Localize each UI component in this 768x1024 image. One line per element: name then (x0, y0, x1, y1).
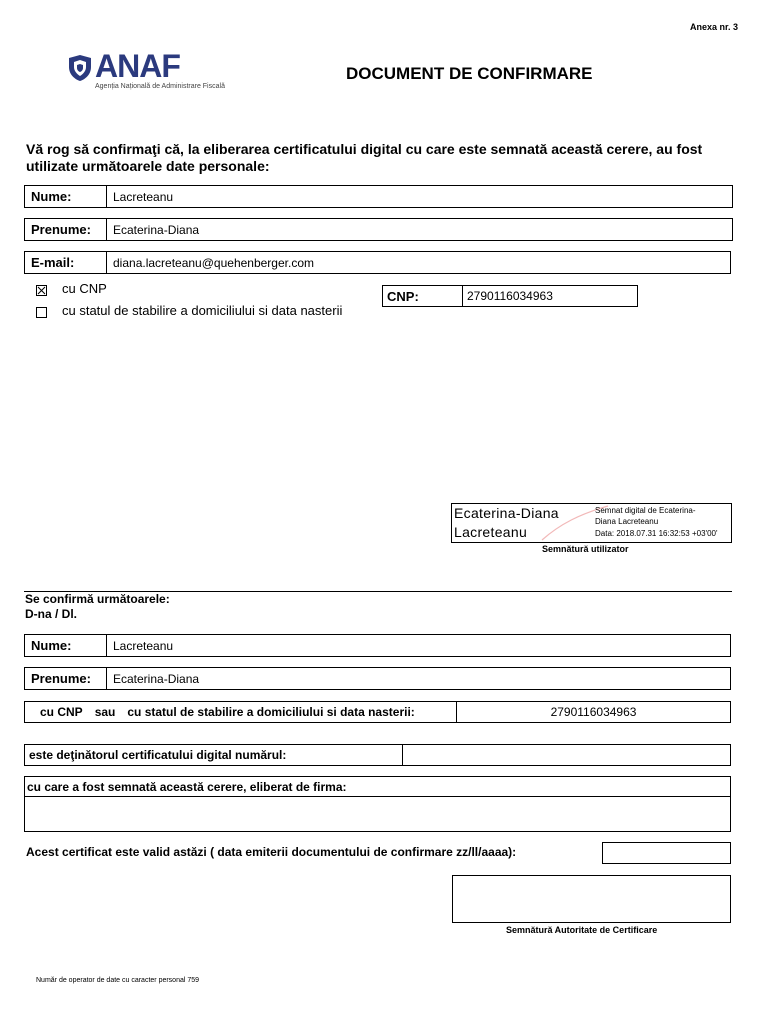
check-x-icon (37, 286, 46, 295)
signature-name-line2: Lacreteanu (454, 524, 528, 540)
cnp-checkbox[interactable] (36, 285, 47, 296)
prenume-label: Prenume: (25, 219, 107, 240)
email-field[interactable]: diana.lacreteanu@quehenberger.com (113, 255, 314, 270)
footer-note: Număr de operator de date cu caracter personal 759 (36, 977, 200, 984)
digital-signature-box (451, 503, 732, 543)
confirm-cnp-row (24, 701, 731, 723)
cnp-label: CNP: (383, 286, 463, 306)
ca-signature-caption: Semnătură Autoritate de Certificare (506, 925, 658, 935)
confirm-sau-text: sau (94, 705, 116, 719)
confirm-name-label: Nume: (25, 635, 107, 656)
issue-date-field[interactable] (602, 842, 731, 864)
page-title: DOCUMENT DE CONFIRMARE (346, 64, 593, 83)
annex-label: Anexa nr. 3 (689, 22, 738, 32)
cnp-field[interactable]: 2790116034963 (467, 289, 553, 303)
ca-signature-box[interactable] (452, 875, 731, 923)
name-field[interactable]: Lacreteanu (113, 189, 174, 204)
prenume-row (24, 218, 733, 241)
confirm-heading: Se confirmă următoarele: (25, 592, 170, 606)
signature-detail-line3: Data: 2018.07.31 16:32:53 +03'00' (595, 529, 718, 538)
issuer-label: cu care a fost semnată această cerere, eliberat de firma: (25, 777, 730, 797)
certificate-holder-label: este deţinătorul certificatului digital numărul: (25, 745, 403, 765)
confirm-name-row (24, 634, 731, 657)
signature-name-line1: Ecaterina-Diana (454, 505, 559, 521)
valid-label: Acest certificat este valid astăzi ( data emiterii documentului de confirmare zz/ll/aaaa): (26, 845, 517, 859)
domicile-option-label: cu statul de stabilire a domiciliului si data nasterii (62, 303, 343, 318)
email-row (24, 251, 731, 274)
cnp-option-label: cu CNP (62, 281, 107, 296)
cnp-row (382, 285, 638, 307)
confirm-prenume-row (24, 667, 731, 690)
name-row (24, 185, 733, 208)
email-label: E-mail: (25, 252, 107, 273)
confirm-cnp-option: cu CNP (40, 705, 83, 719)
intro-text: Vă rog să confirmaţi că, la eliberarea certificatului digital cu care este semnată această cerere, au fost utilizate următoarele date personale: (26, 141, 703, 174)
confirm-prenume-field[interactable]: Ecaterina-Diana (113, 671, 200, 686)
signature-detail-line1: Semnat digital de Ecaterina- (595, 506, 696, 515)
issuer-field[interactable] (25, 797, 730, 831)
certificate-number-field[interactable] (403, 745, 730, 765)
domicile-checkbox[interactable] (36, 307, 47, 318)
confirm-cnp-text (25, 702, 457, 722)
logo-subtitle: Agenția Națională de Administrare Fiscală (95, 83, 225, 90)
confirm-subheading: D-na / Dl. (25, 607, 78, 621)
user-signature-caption: Semnătură utilizator (542, 544, 629, 554)
confirm-prenume-label: Prenume: (25, 668, 107, 689)
anaf-logo (68, 48, 238, 98)
confirm-cnp-field[interactable]: 2790116034963 (550, 705, 637, 719)
signature-detail-line2: Diana Lacreteanu (595, 517, 659, 526)
shield-icon (68, 54, 92, 82)
issuer-row (24, 776, 731, 832)
name-label: Nume: (25, 186, 107, 207)
certificate-holder-row (24, 744, 731, 766)
confirm-name-field[interactable]: Lacreteanu (113, 638, 174, 653)
logo-text: ANAF (95, 48, 180, 84)
prenume-field[interactable]: Ecaterina-Diana (113, 222, 200, 237)
confirm-domicile-option: cu statul de stabilire a domiciliului si data nasterii: (127, 705, 415, 719)
